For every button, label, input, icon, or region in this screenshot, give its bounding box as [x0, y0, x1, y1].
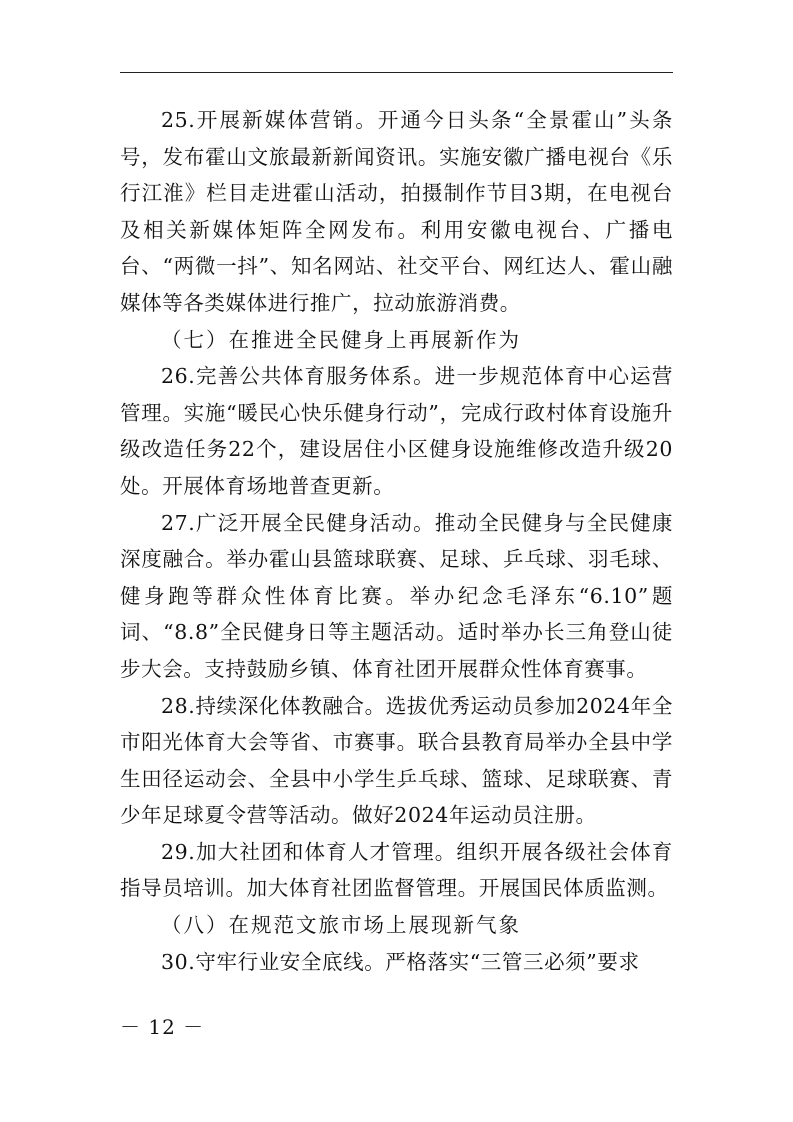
paragraph-item-28: 28.持续深化体教融合。选拔优秀运动员参加2024年全市阳光体育大会等省、市赛事。联合县教育局举办全县中学生田径运动会、全县中小学生乒乓球、篮球、足球联赛、青少年足球夏令营等活动。做好2024年运动员注册。 — [120, 693, 673, 828]
header-rule — [120, 72, 673, 73]
document-body — [120, 102, 673, 980]
page-number: － 12 － — [120, 1015, 205, 1039]
paragraph-item-26: 26.完善公共体育服务体系。进一步规范体育中心运营管理。实施“暖民心快乐健身行动”，完成行政村体育设施升级改造任务22个，建设居住小区健身设施维修改造升级20处。开展体育场地普查更新。 — [120, 364, 673, 498]
section-heading-8: （八）在规范文旅市场上展现新气象 — [161, 913, 521, 938]
paragraph-item-25: 25.开展新媒体营销。开通今日头条“全景霍山”头条号，发布霍山文旅最新新闻资讯。实施安徽广播电视台《乐行江淮》栏目走进霍山活动，拍摄制作节目3期，在电视台及相关新媒体矩阵全网发布。利用安徽电视台、广播电台、“两微一抖”、知名网站、社交平台、网红达人、霍山融媒体等各类媒体进行推广，拉动旅游消费。 — [120, 108, 673, 315]
paragraph-item-29: 29.加大社团和体育人才管理。组织开展各级社会体育指导员培训。加大体育社团监督管理。开展国民体质监测。 — [120, 839, 673, 901]
paragraph-item-30: 30.守牢行业安全底线。严格落实“三管三必须”要求 — [161, 949, 640, 974]
paragraph-item-27: 27.广泛开展全民健身活动。推动全民健身与全民健康深度融合。举办霍山县篮球联赛、足球、乒乓球、羽毛球、健身跑等群众性体育比赛。举办纪念毛泽东“6.10”题词、“8.8”全民健身日等主题活动。适时举办长三角登山徒步大会。支持鼓励乡镇、体育社团开展群众性体育赛事。 — [120, 510, 673, 681]
section-heading-7: （七）在推进全民健身上再展新作为 — [161, 327, 521, 352]
